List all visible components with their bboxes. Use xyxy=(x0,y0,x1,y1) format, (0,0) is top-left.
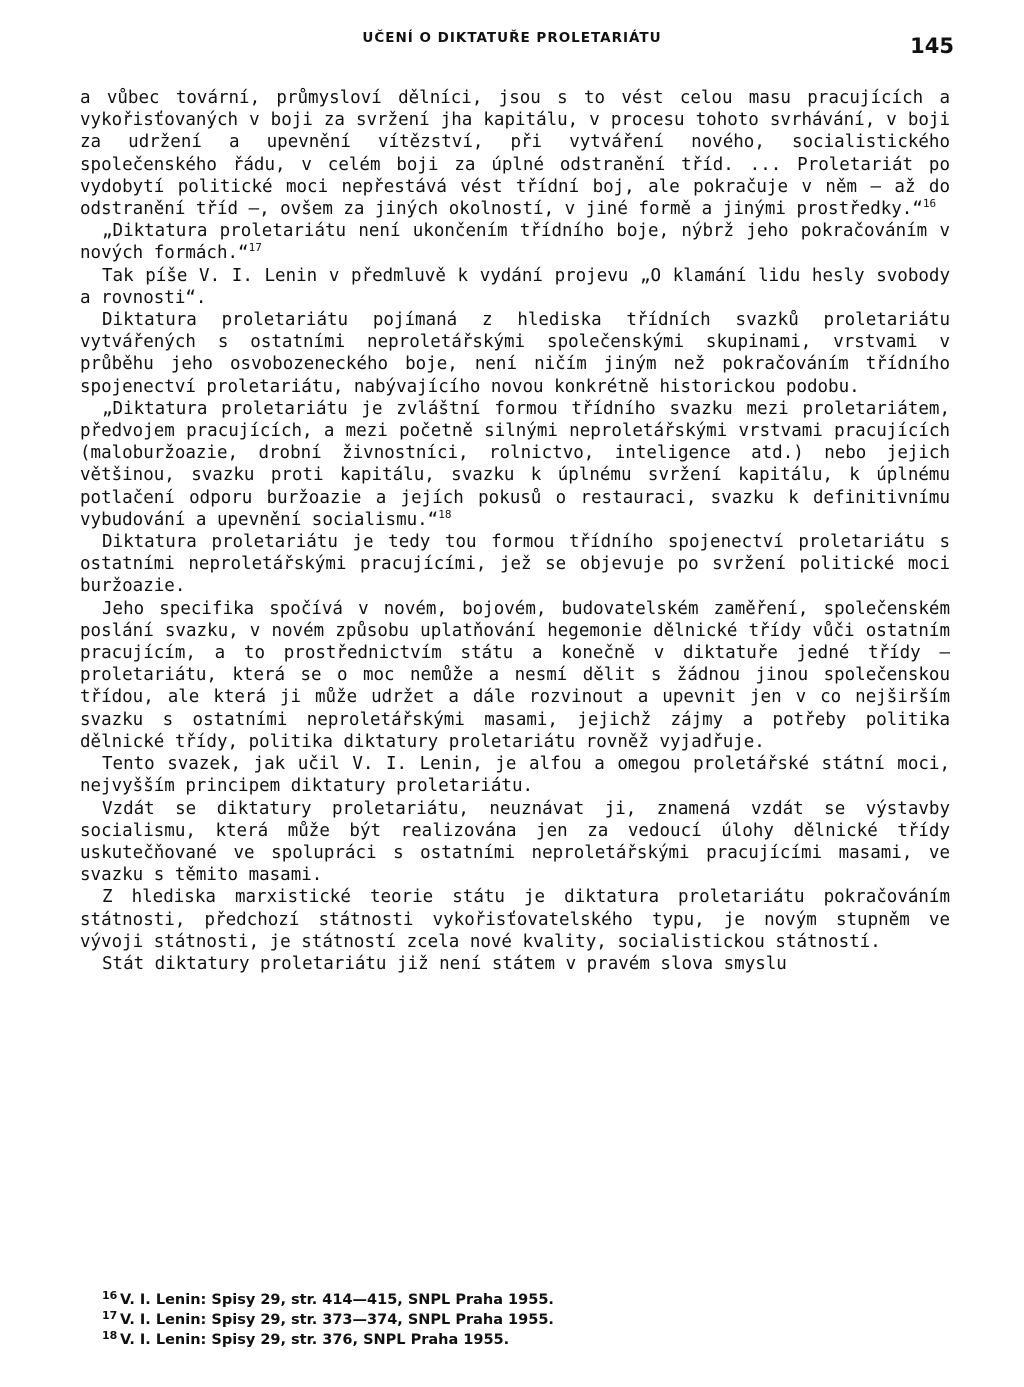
running-title: UČENÍ O DIKTATUŘE PROLETARIÁTU xyxy=(362,30,662,46)
body-text xyxy=(80,87,950,975)
footnote-mark: 16 xyxy=(102,1289,118,1302)
footnote-ref: 18 xyxy=(438,508,452,522)
paragraph: Tak píše V. I. Lenin v předmluvě k vydání projevu „O klamání lidu hesly svobody a rovnosti“. xyxy=(80,265,950,308)
footnote-ref: 16 xyxy=(922,197,937,211)
footnote xyxy=(80,1330,950,1350)
footnote xyxy=(80,1290,950,1310)
footnote-text: V. I. Lenin: Spisy 29, str. 376, SNPL Praha 1955. xyxy=(120,1332,510,1348)
paragraph: Jeho specifika spočívá v novém, bojovém, budovatelském zaměření, společenském poslání svazku, v novém způsobu uplatňování hegemonie dělnické třídy vůči ostatním pracujícím, a to prostřednictvím státu a konečně v diktatuře jedné třídy — proletariátu, která se o moc nemůže a nesmí dělit s žádnou jinou společenskou třídou, ale která ji může udržet a dále rozvinout a upevnit jen v co nejširším svazku s ostatními neproletářskými masami, jejichž zájmy a potřeby politika dělnické třídy, politika diktatury proletariátu rovněž vyjadřuje. xyxy=(80,598,950,752)
paragraph: Tento svazek, jak učil V. I. Lenin, je alfou a omegou proletářské státní moci, nejvyšším principem diktatury proletariátu. xyxy=(80,754,950,797)
paragraph: Stát diktatury proletariátu již není státem v pravém slova smyslu xyxy=(102,953,787,974)
footnotes xyxy=(80,1290,950,1350)
paragraph: Diktatura proletariátu pojímaná z hlediska třídních svazků proletariátu vytvářených s ostatními neproletářskými společenskými skupinami, vrstvami v průběhu jeho osvobozeneckého boje, není ničím jiným než pokračováním třídního spojenectví proletariátu, nabývajícího novou konkrétně historickou podobu. xyxy=(80,310,950,397)
footnote-ref: 17 xyxy=(248,241,262,255)
footnote-text: V. I. Lenin: Spisy 29, str. 373—374, SNPL Praha 1955. xyxy=(120,1312,554,1328)
paragraph: Diktatura proletariátu je tedy tou formou třídního spojenectví proletariátu s ostatními neproletářskými pracujícími, jež se objevuje po svržení politické moci buržoazie. xyxy=(80,532,950,597)
footnote xyxy=(80,1310,950,1330)
paragraph: Z hlediska marxistické teorie státu je diktatura proletariátu pokračováním státnosti, předchozí státnosti vykořisťovatelského typu, je novým stupněm ve vývoji státnosti, je státností zcela nové kvality, socialistickou státností. xyxy=(80,887,950,952)
page-number: 145 xyxy=(910,34,954,58)
footnote-text: V. I. Lenin: Spisy 29, str. 414—415, SNPL Praha 1955. xyxy=(120,1292,554,1308)
paragraph: a vůbec tovární, průmysloví dělníci, jsou s to vést celou masu pracujících a vykořisťovaných v boji za svržení jha kapitálu, v procesu tohoto svrhávání, v boji za udržení a upevnění vítězství, při vytváření nového, socialistického společenského řádu, v celém boji za úplné odstranění tříd. ... Proletariát po vydobytí politické moci nepřestává vést třídní boj, ale pokračuje v něm — až do odstranění tříd —, ovšem za jiných okolností, v jiné formě a jinými prostředky.“$^{16}$ xyxy=(80,88,950,220)
paragraph: „Diktatura proletariátu je zvláštní formou třídního svazku mezi proletariátem, předvojem pracujících, a mezi početně silnými neproletářskými vrstvami pracujících (maloburžoazie, drobní živnostníci, rolnictvo, inteligence atd.) nebo jejich většinou, svazku proti kapitálu, svazku k úplnému svržení kapitálu, k úplnému potlačení odporu buržoazie a jejích pokusů o restauraci, svazku k definitivnímu vybudování a upevnění socialismu.“$^{18}$ xyxy=(80,398,950,530)
paragraph: Vzdát se diktatury proletariátu, neuznávat ji, znamená vzdát se výstavby socialismu, která může být realizována jen za vedoucí úlohy dělnické třídy uskutečňované ve spolupráci s ostatními neproletářskými pracujícími masami, ve svazku s těmito masami. xyxy=(80,798,950,886)
footnote-mark: 17 xyxy=(102,1309,118,1322)
footnote-mark: 18 xyxy=(102,1329,118,1342)
paragraph: „Diktatura proletariátu není ukončením třídního boje, nýbrž jeho pokračováním v nových formách.“$^{17}$ xyxy=(80,221,950,264)
